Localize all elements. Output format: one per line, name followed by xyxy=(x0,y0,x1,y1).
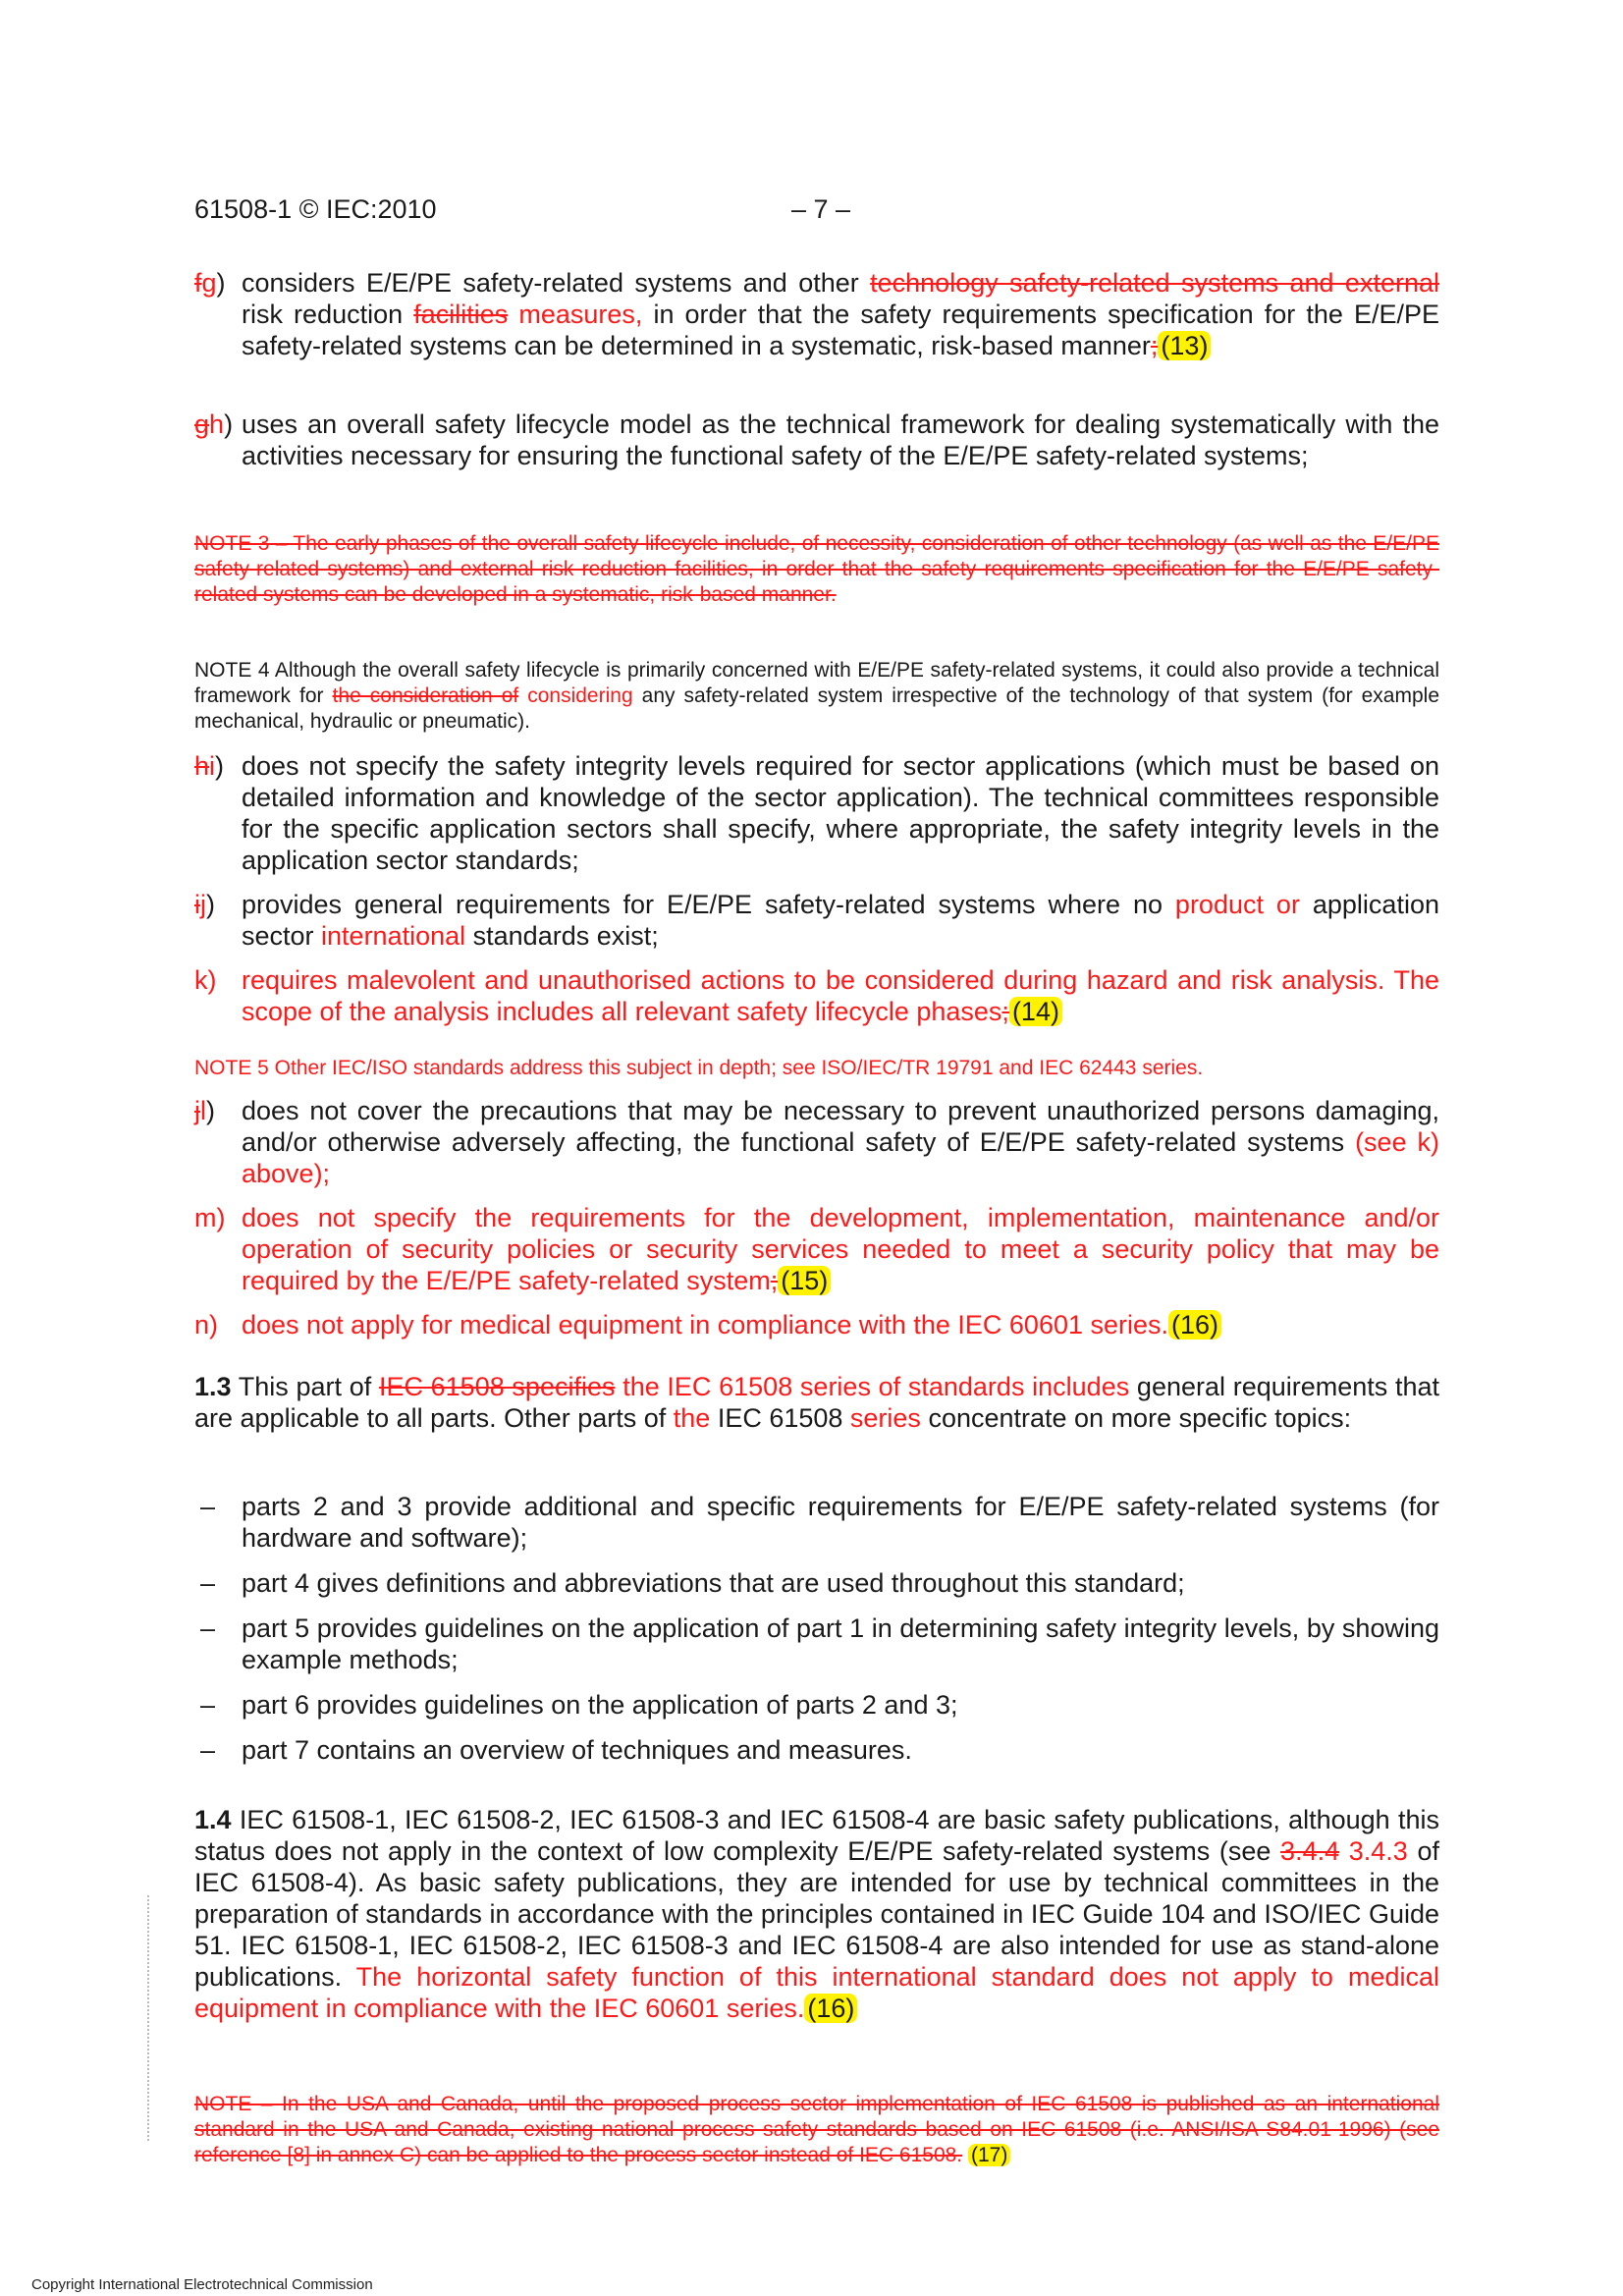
list-item: – part 5 provides guidelines on the application of part 1 in determining safety integrity levels, by showing example methods; xyxy=(200,1613,1439,1674)
section-1-4: 1.4 IEC 61508-1, IEC 61508-2, IEC 61508-3 and IEC 61508-4 are basic safety publications, although this status does not apply in the context of low complexity E/E/PE safety-related systems (see 3.4.4 3.4.3 of IEC 61508-4). As basic safety publications, they are intended for use by technical committees in the preparation of standards in accordance with the principles contained in IEC Guide 104 and ISO/IEC Guide 51. IEC 61508-1, IEC 61508-2, IEC 61508-3 and IEC 61508-4 are also intended for use as stand-alone publications. The horizontal safety function of this international standard does not apply to medical equipment in compliance with the IEC 60601 series. (16) xyxy=(194,1805,1440,2023)
item-marker: ij) xyxy=(194,890,215,919)
item-marker: n) xyxy=(194,1310,219,1339)
item-marker: fg) xyxy=(194,268,226,298)
item-marker: jl) xyxy=(194,1096,215,1125)
section-1-3: 1.3 This part of IEC 61508 specifies the IEC 61508 series of standards includes general requirements that are applicable to all parts. Other parts of the IEC 61508 series concentrate on more specific topics: xyxy=(194,1372,1440,1433)
list-item-k: k) requires malevolent and unauthorised actions to be considered during hazard and risk analysis. The scope of the analysis includes all relevant safety lifecycle phases; (14) xyxy=(194,965,1439,1026)
comment-marker: (17) xyxy=(968,2144,1010,2166)
list-item: – part 6 provides guidelines on the application of parts 2 and 3; xyxy=(200,1690,958,1720)
list-item-m: m) does not specify the requirements for the development, implementation, maintenance and/or operation of security policies or security services needed to meet a security policy that may be required by the E/E/PE safety-related system; (15) xyxy=(194,1203,1439,1295)
comment-marker: (16) xyxy=(804,1994,857,2023)
list-item: – part 7 contains an overview of techniques and measures. xyxy=(200,1735,912,1765)
note-usa-canada-deleted: NOTE – In the USA and Canada, until the proposed process sector implementation of IEC 61508 is published as an international standard in the USA and Canada, existing national process safety standards based on IEC 61508 (i.e. ANSI/ISA S84.01-1996) (see reference [8] in annex C) can be applied to the process sector instead of IEC 61508. (17) xyxy=(194,2093,1439,2166)
margin-change-bar xyxy=(147,1895,153,2141)
note-3-deleted: NOTE 3 – The early phases of the overall safety lifecycle include, of necessity, consideration of other technology (as well as the E/E/PE safety-related systems) and external risk reduction facilities, in order that the safety requirements specification for the E/E/PE safety-related systems can be developed in a systematic, risk-based manner. xyxy=(194,532,1439,606)
list-item: – parts 2 and 3 provide additional and specific requirements for E/E/PE safety-related systems (for hardware and software); xyxy=(200,1492,1439,1553)
section-number: 1.3 xyxy=(194,1372,232,1401)
comment-marker: (13) xyxy=(1158,331,1211,360)
note-5: NOTE 5 Other IEC/ISO standards address this subject in depth; see ISO/IEC/TR 19791 and IEC 62443 series. xyxy=(194,1057,1204,1079)
list-item-l: jl) does not cover the precautions that may be necessary to prevent unauthorized persons damaging, and/or otherwise adversely affecting, the functional safety of E/E/PE safety-related systems (see k) above); xyxy=(194,1096,1439,1188)
note-4: NOTE 4 Although the overall safety lifecycle is primarily concerned with E/E/PE safety-related systems, it could also provide a technical framework for the consideration of considering any safety-related system irrespective of the technology of that system (for example mechanical, hydraulic or pneumatic). xyxy=(194,659,1439,733)
list-item-n: n) does not apply for medical equipment in compliance with the IEC 60601 series. (16) xyxy=(194,1309,1439,1340)
item-marker: gh) xyxy=(194,410,234,439)
item-marker: m) xyxy=(194,1203,226,1232)
comment-marker: (14) xyxy=(1009,997,1062,1026)
item-marker: hi) xyxy=(194,751,225,781)
list-item-i: hi) does not specify the safety integrity levels required for sector applications (which must be based on detailed information and knowledge of the sector application). The technical committees responsible for the specific application sectors shall specify, where appropriate, the safety integrity levels in the application sector standards; xyxy=(194,751,1439,875)
header-page-number: – 7 – xyxy=(791,194,851,224)
comment-marker: (15) xyxy=(778,1266,831,1295)
parts-list xyxy=(194,1491,1439,1766)
section-number: 1.4 xyxy=(194,1805,232,1834)
list-item-h: gh) uses an overall safety lifecycle model as the technical framework for dealing systematically with the activities necessary for ensuring the functional safety of the E/E/PE safety-related systems; xyxy=(194,410,1439,470)
copyright-footer: Copyright International Electrotechnical Commission xyxy=(31,2276,373,2293)
list-item-g: fg) considers E/E/PE safety-related systems and other technology safety-related systems and external risk reduction facilities measures, in order that the safety requirements specification for the E/E/PE safety-related systems can be determined in a systematic, risk-based manner; (13) xyxy=(194,268,1439,360)
header-standard-id: 61508-1 © IEC:2010 xyxy=(194,194,437,224)
comment-marker: (16) xyxy=(1168,1310,1221,1339)
list-item: – part 4 gives definitions and abbreviations that are used throughout this standard; xyxy=(200,1568,1185,1598)
item-marker: k) xyxy=(194,965,217,995)
list-item-j: ij) provides general requirements for E/E/PE safety-related systems where no product or application sector international standards exist; xyxy=(194,890,1439,951)
